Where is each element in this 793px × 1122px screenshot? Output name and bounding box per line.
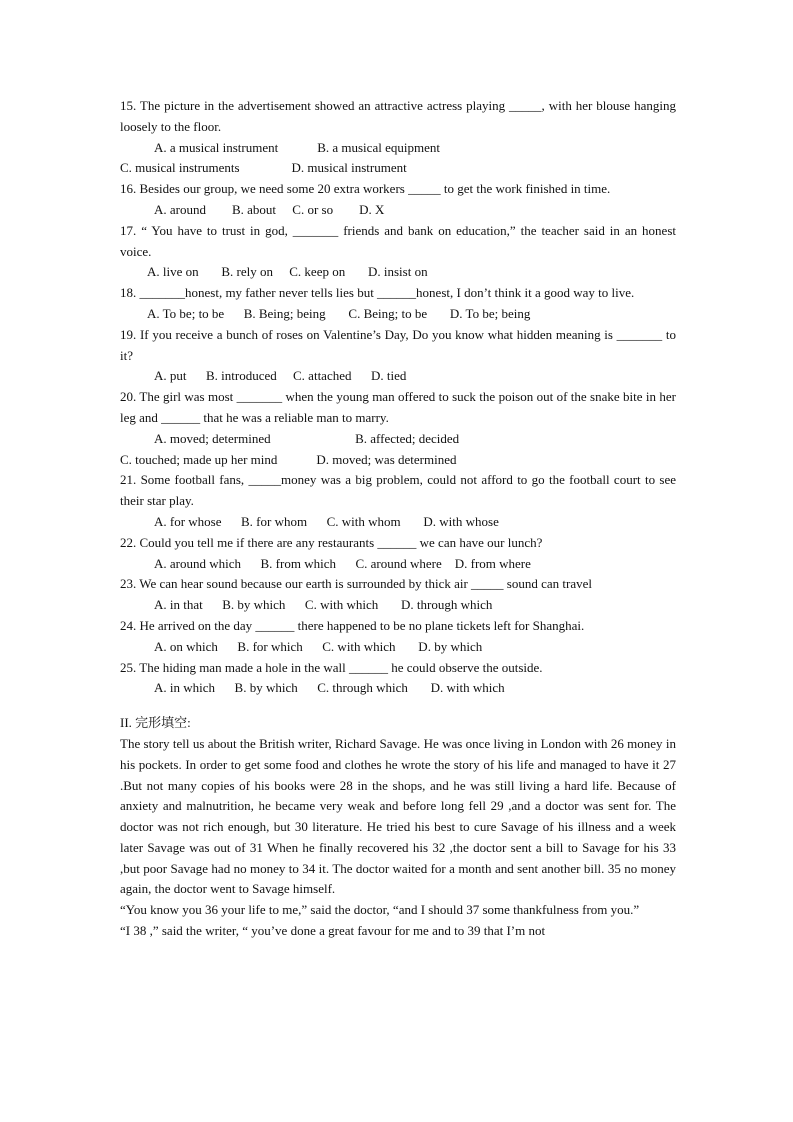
answer-options: A. in that B. by which C. with which D. through which xyxy=(154,597,493,613)
question-stem: 19. If you receive a bunch of roses on Valentine’s Day, Do you know what hidden meaning is _______ to it? xyxy=(120,326,676,363)
question-stem: 18. _______honest, my father never tells lies but ______honest, I don’t think it a good way to live. xyxy=(120,285,635,301)
answer-options: A. To be; to be B. Being; being C. Being; to be D. To be; being xyxy=(147,305,531,321)
question-q19 xyxy=(120,325,676,387)
answer-options: C. touched; made up her mind D. moved; was determined xyxy=(120,451,457,467)
question-q24 xyxy=(120,616,676,658)
section-title: II. 完形填空: xyxy=(120,715,191,731)
answer-options: A. around which B. from which C. around where D. from where xyxy=(154,555,531,571)
question-stem: 23. We can hear sound because our earth is surrounded by thick air _____ sound can travel xyxy=(120,576,592,592)
question-q21 xyxy=(120,470,676,532)
answer-options: A. around B. about C. or so D. X xyxy=(154,201,385,217)
question-list xyxy=(120,96,676,699)
answer-options: A. a musical instrument B. a musical equipment xyxy=(154,139,440,155)
passage-paragraph: The story tell us about the British writer, Richard Savage. He was once living in London with 26 money in his pockets. In order to get some food and clothes he wrote the story of his life and managed to have it 27 .But not many copies of his books were 28 in the shops, and he was still living a hard life. Because of anxiety and malnutrition, he became very weak and before long fell 29 ,and a doctor was sent for. The doctor was not rich enough, but 30 literature. He tried his best to cure Savage of his illness and a week later Savage was out of 31 When he finally recovered his 32 ,the doctor sent a bill to Savage for his 33 ,but poor Savage had no money to 34 it. The doctor waited for a month and sent another bill. 35 no money again, the doctor went to Savage himself. xyxy=(120,735,676,897)
answer-options: A. moved; determined B. affected; decided xyxy=(154,430,460,446)
question-q25 xyxy=(120,658,676,700)
cloze-passage xyxy=(120,734,676,942)
question-q23 xyxy=(120,574,676,616)
answer-options: A. on which B. for which C. with which D. by which xyxy=(154,638,483,654)
question-stem: 25. The hiding man made a hole in the wall ______ he could observe the outside. xyxy=(120,659,543,675)
document-page xyxy=(120,96,676,942)
passage-paragraph: “You know you 36 your life to me,” said the doctor, “and I should 37 some thankfulness from you.” xyxy=(120,902,640,918)
answer-options: A. for whose B. for whom C. with whom D. with whose xyxy=(154,513,499,529)
question-stem: 15. The picture in the advertisement showed an attractive actress playing _____, with her blouse hanging loosely to the floor. xyxy=(120,98,676,134)
answer-options: A. in which B. by which C. through which D. with which xyxy=(154,680,505,696)
answer-options: A. put B. introduced C. attached D. tied xyxy=(154,368,407,384)
question-q17 xyxy=(120,221,676,283)
question-stem: 22. Could you tell me if there are any restaurants ______ we can have our lunch? xyxy=(120,534,543,550)
question-stem: 16. Besides our group, we need some 20 extra workers _____ to get the work finished in time. xyxy=(120,181,611,197)
question-stem: 21. Some football fans, _____money was a big problem, could not afford to go the football court to see their star play. xyxy=(120,472,676,509)
passage-paragraph: “I 38 ,” said the writer, “ you’ve done a great favour for me and to 39 that I’m not xyxy=(120,923,546,939)
answer-options: A. live on B. rely on C. keep on D. insist on xyxy=(147,264,428,280)
answer-options: C. musical instruments D. musical instrument xyxy=(120,160,407,176)
question-q16 xyxy=(120,179,676,221)
question-stem: 17. “ You have to trust in god, _______ friends and bank on education,” the teacher said in an honest voice. xyxy=(120,222,676,259)
question-stem: 24. He arrived on the day ______ there happened to be no plane tickets left for Shanghai. xyxy=(120,617,585,633)
question-q22 xyxy=(120,533,676,575)
question-stem: 20. The girl was most _______ when the young man offered to suck the poison out of the snake bite in her leg and ______ that he was a reliable man to marry. xyxy=(120,389,676,425)
question-q15 xyxy=(120,96,676,179)
question-q20 xyxy=(120,387,676,470)
question-q18 xyxy=(120,283,676,325)
